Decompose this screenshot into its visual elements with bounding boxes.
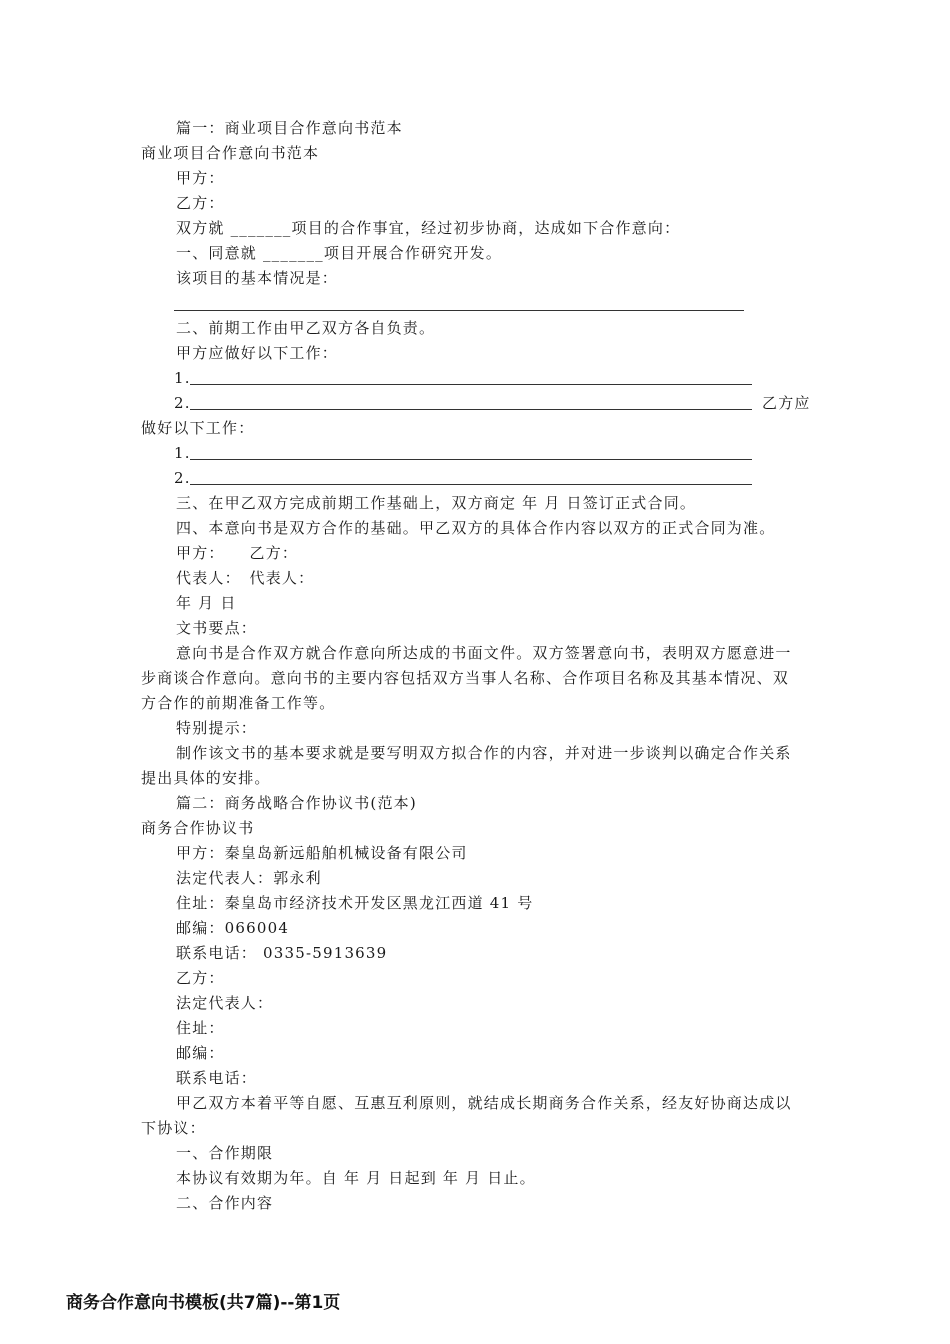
paragraph-line: 意向书是合作双方就合作意向所达成的书面文件。双方签署意向书，表明双方愿意进一 (176, 644, 792, 662)
blank-underline (190, 384, 752, 385)
paragraph-line: 邮编： (176, 1044, 225, 1062)
list-item-number: 2. (174, 394, 191, 412)
section-heading-1: 篇一：商业项目合作意向书范本 (176, 119, 403, 137)
paragraph-line: 一、同意就 _______项目开展合作研究开发。 (176, 244, 503, 262)
paragraph-line: 该项目的基本情况是： (176, 269, 339, 287)
signature-line: 代表人： 代表人： (176, 569, 315, 587)
blank-underline (174, 310, 744, 311)
paragraph-line: 三、在甲乙双方完成前期工作基础上，双方商定 年 月 日签订正式合同。 (176, 494, 697, 512)
list-item-number: 2. (174, 469, 191, 487)
paragraph-line: 下协议： (141, 1119, 206, 1137)
paragraph-line: 步商谈合作意向。意向书的主要内容包括双方当事人名称、合作项目名称及其基本情况、双 (141, 669, 790, 687)
party-a-label: 甲方： (176, 169, 225, 187)
signature-line: 甲方： 乙方： (176, 544, 299, 562)
document-title-1: 商业项目合作意向书范本 (141, 144, 320, 162)
list-item-number: 1. (174, 444, 191, 462)
paragraph-line: 制作该文书的基本要求就是要写明双方拟合作的内容，并对进一步谈判以确定合作关系 (176, 744, 792, 762)
paragraph-line: 做好以下工作： (141, 419, 255, 437)
paragraph-line: 二、合作内容 (176, 1194, 274, 1212)
paragraph-line: 乙方： (176, 969, 225, 987)
blank-underline (190, 459, 752, 460)
paragraph-line: 法定代表人：郭永利 (176, 869, 322, 887)
paragraph-line: 甲方应做好以下工作： (176, 344, 339, 362)
paragraph-line: 文书要点： (176, 619, 258, 637)
paragraph-line: 本协议有效期为年。自 年 月 日起到 年 月 日止。 (176, 1169, 536, 1187)
party-b-label: 乙方： (176, 194, 225, 212)
paragraph-line: 甲方：秦皇岛新远船舶机械设备有限公司 (176, 844, 468, 862)
paragraph-line: 一、合作期限 (176, 1144, 274, 1162)
document-title-2: 商务合作协议书 (141, 819, 255, 837)
paragraph-line: 联系电话： (176, 1069, 258, 1087)
paragraph-line: 二、前期工作由甲乙双方各自负责。 (176, 319, 436, 337)
paragraph-line: 乙方应 (762, 394, 811, 412)
page-footer: 商务合作意向书模板(共7篇)--第1页 (66, 1293, 341, 1313)
paragraph-line: 双方就 _______项目的合作事宜，经过初步协商，达成如下合作意向： (176, 219, 681, 237)
paragraph-line: 住址： (176, 1019, 225, 1037)
paragraph-line: 四、本意向书是双方合作的基础。甲乙双方的具体合作内容以双方的正式合同为准。 (176, 519, 776, 537)
paragraph-line: 方合作的前期准备工作等。 (141, 694, 336, 712)
paragraph-line: 法定代表人： (176, 994, 274, 1012)
date-line: 年 月 日 (176, 594, 237, 612)
paragraph-line: 住址：秦皇岛市经济技术开发区黑龙江西道 41 号 (176, 894, 534, 912)
paragraph-line: 联系电话： 0335-5913639 (176, 944, 388, 962)
paragraph-line: 邮编：066004 (176, 919, 290, 937)
paragraph-line: 提出具体的安排。 (141, 769, 271, 787)
list-item-number: 1. (174, 369, 191, 387)
section-heading-2: 篇二：商务战略合作协议书(范本) (176, 794, 417, 812)
paragraph-line: 甲乙双方本着平等自愿、互惠互利原则，就结成长期商务合作关系，经友好协商达成以 (176, 1094, 792, 1112)
paragraph-line: 特别提示： (176, 719, 258, 737)
blank-underline (190, 484, 752, 485)
blank-underline (190, 409, 752, 410)
